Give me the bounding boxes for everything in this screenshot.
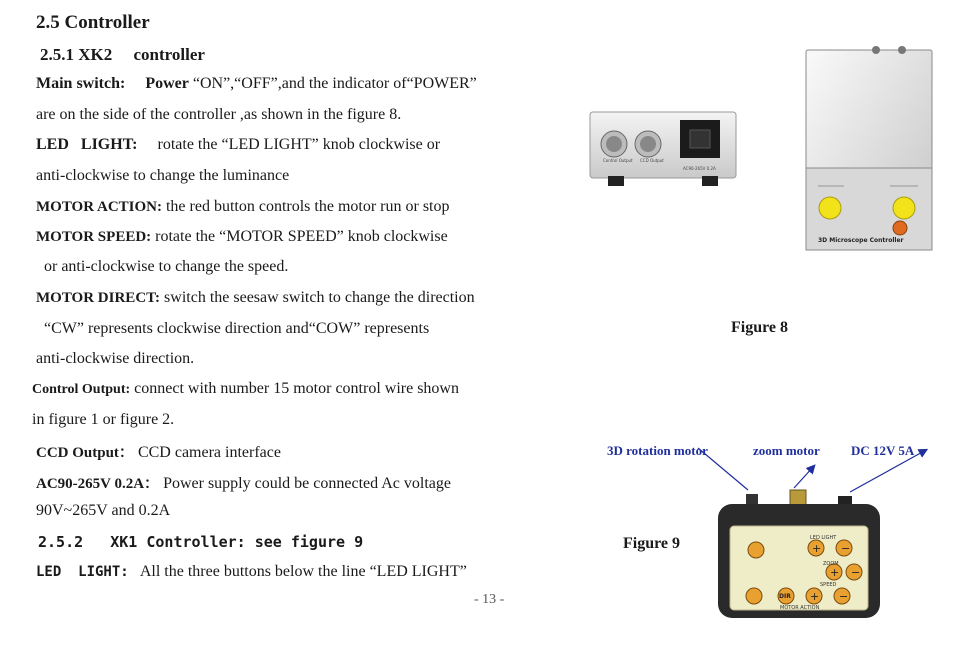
svg-text:−: − — [851, 566, 861, 579]
figure8-plate-label: AC90-265V 0.2A — [683, 166, 716, 171]
control-output-line — [32, 380, 459, 398]
figure9-panel-led: LED LIGHT — [810, 535, 837, 541]
svg-text:+: + — [810, 590, 820, 603]
figure8-device-label: 3D Microscope Controller — [818, 237, 904, 244]
main-switch-text: “ON”,“OFF”,and the indicator of“POWER” — [192, 75, 477, 92]
figure8-port2-label: CCD Output — [640, 158, 664, 163]
figure8-caption: Figure 8 — [731, 319, 789, 336]
figure9-label-dc: DC 12V 5A — [851, 443, 915, 458]
main-switch-cont: are on the side of the controller ,as shown in the figure 8. — [36, 106, 402, 123]
arrow-rotation — [698, 448, 748, 490]
figure8-front-photo — [800, 44, 936, 254]
main-switch-line — [36, 75, 477, 93]
motor-direct-cont1: “CW” represents clockwise direction and“COW” represents — [44, 320, 430, 337]
motor-direct-label: MOTOR DIRECT: — [36, 290, 161, 306]
figure9-panel-speed: SPEED — [820, 582, 837, 588]
ccd-output-line — [36, 441, 281, 462]
motor-speed-text: rotate the “MOTOR SPEED” knob clockwise — [155, 228, 448, 245]
ac-line — [36, 472, 451, 493]
ac-cont: 90V~265V and 0.2A — [36, 502, 171, 519]
main-switch-label: Main switch: — [36, 75, 126, 92]
motor-action-line — [36, 198, 450, 216]
led-light-cont: anti-clockwise to change the luminance — [36, 167, 290, 184]
motor-speed-cont: or anti-clockwise to change the speed. — [44, 258, 289, 275]
svg-text:+: + — [830, 566, 840, 579]
figure9-dir-button: DIR — [779, 593, 791, 600]
main-power-word: Power — [145, 75, 189, 92]
figure9-controller-photo — [716, 488, 882, 620]
svg-text:−: − — [839, 590, 849, 603]
led-light-line — [36, 136, 440, 154]
figure9-label-zoom: zoom motor — [753, 443, 820, 458]
figure9-panel-zoom: ZOOM — [823, 561, 839, 567]
motor-direct-line — [36, 289, 475, 307]
figure9-panel-action: MOTOR ACTION — [780, 605, 820, 611]
ac-label: AC90-265V 0.2A： — [36, 476, 160, 492]
motor-speed-line — [36, 228, 448, 246]
svg-text:−: − — [841, 542, 851, 555]
motor-action-text: the red button controls the motor run or stop — [165, 198, 450, 215]
figure8-port1-label: Control Output — [603, 158, 633, 163]
page-number: - 13 - — [474, 592, 505, 607]
led-light-label: LED LIGHT: — [36, 136, 138, 153]
last-label: LED LIGHT: — [36, 564, 129, 580]
arrow-zoom — [794, 466, 814, 488]
ac-text: Power supply could be connected Ac voltage — [163, 475, 451, 492]
svg-text:+: + — [812, 542, 822, 555]
motor-action-label: MOTOR ACTION: — [36, 199, 162, 215]
motor-direct-cont2: anti-clockwise direction. — [36, 350, 195, 367]
led-light-text: rotate the “LED LIGHT” knob clockwise or — [157, 136, 441, 153]
motor-speed-label: MOTOR SPEED: — [36, 229, 152, 245]
xk1-heading: 2.5.2 XK1 Controller: see figure 9 — [38, 533, 364, 551]
figure9-caption: Figure 9 — [623, 535, 681, 552]
xk2-heading: 2.5.1 XK2 controller — [40, 45, 205, 64]
last-text: All the three buttons below the line “LED LIGHT” — [139, 563, 467, 580]
section-title: 2.5 Controller — [36, 12, 150, 33]
figure8-rear-photo — [588, 106, 740, 190]
figure9-label-rotation: 3D rotation motor — [607, 443, 708, 458]
arrow-dc — [850, 450, 926, 492]
ccd-output-label: CCD Output： — [36, 445, 134, 461]
control-output-label: Control Output: — [32, 382, 131, 397]
last-line — [36, 563, 467, 581]
control-output-text: connect with number 15 motor control wire shown — [134, 380, 459, 397]
motor-direct-text: switch the seesaw switch to change the direction — [164, 289, 475, 306]
control-output-cont: in figure 1 or figure 2. — [32, 411, 175, 428]
ccd-output-text: CCD camera interface — [137, 444, 281, 461]
